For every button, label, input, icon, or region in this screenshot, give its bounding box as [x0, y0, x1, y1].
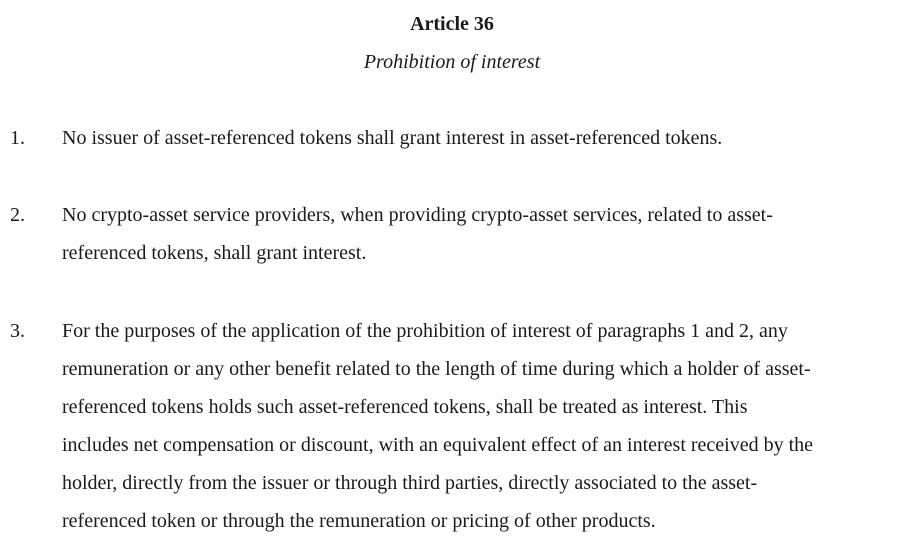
- paragraph-number: 2.: [10, 204, 25, 226]
- paragraph-line: holder, directly from the issuer or through third parties, directly associated to the asset-: [62, 472, 758, 494]
- paragraph-number: 1.: [10, 127, 25, 149]
- paragraph-text: [62, 196, 898, 272]
- paragraph-line: referenced tokens, shall grant interest.: [62, 242, 367, 264]
- paragraph-line: No issuer of asset-referenced tokens shall grant interest in asset-referenced tokens.: [62, 127, 723, 149]
- article-title: Article 36: [410, 13, 494, 35]
- paragraph-text: [62, 119, 898, 157]
- paragraph-line: remuneration or any other benefit related to the length of time during which a holder of asset-: [62, 358, 811, 380]
- paragraph-number: 3.: [10, 320, 25, 342]
- paragraph-line: referenced token or through the remuneration or pricing of other products.: [62, 510, 656, 532]
- paragraph-line: No crypto-asset service providers, when providing crypto-asset services, related to asset-: [62, 204, 773, 226]
- paragraph-text: [62, 312, 898, 540]
- paragraph-line: For the purposes of the application of the prohibition of interest of paragraphs 1 and 2, any: [62, 320, 788, 342]
- paragraph-line: referenced tokens holds such asset-referenced tokens, shall be treated as interest. This: [62, 396, 748, 418]
- article-subtitle: Prohibition of interest: [363, 51, 541, 73]
- paragraph-line: includes net compensation or discount, with an equivalent effect of an interest received by the: [62, 434, 814, 456]
